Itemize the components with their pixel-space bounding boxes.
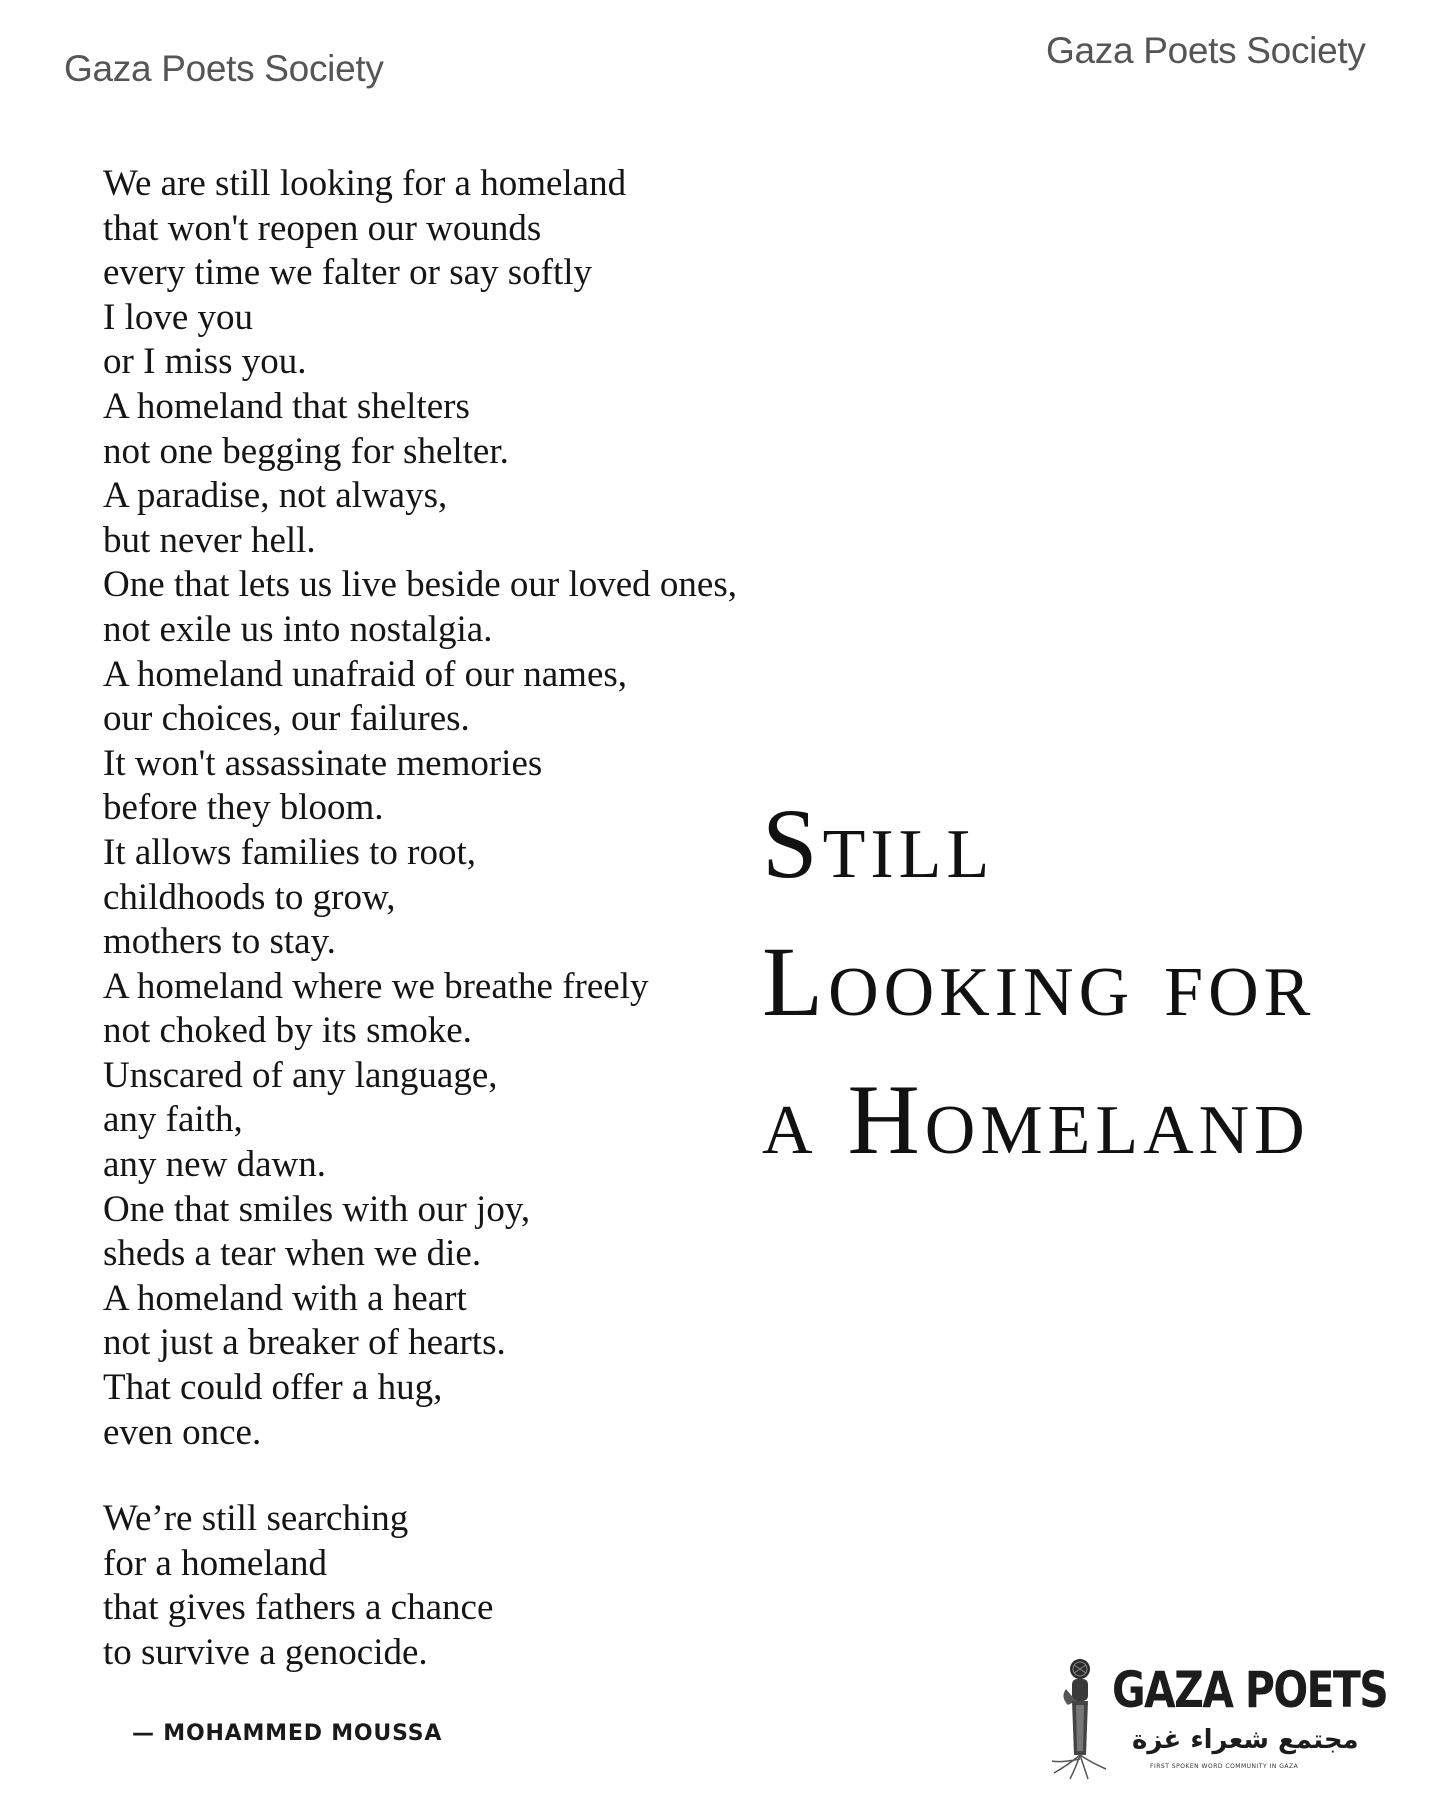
poem-line: or I miss you. bbox=[103, 341, 307, 383]
title-line-3: a Homeland bbox=[762, 1064, 1310, 1175]
poem-line: not one begging for shelter. bbox=[103, 430, 509, 472]
poem-line: any new dawn. bbox=[103, 1144, 326, 1186]
poem-line: not exile us into nostalgia. bbox=[103, 608, 493, 650]
poem-line: any faith, bbox=[103, 1099, 243, 1141]
poem-line: That could offer a hug, bbox=[103, 1367, 443, 1409]
poem-line: We are still looking for a homeland bbox=[103, 163, 627, 204]
title-line-2: Looking for bbox=[762, 926, 1316, 1037]
poem-line: mothers to stay. bbox=[103, 921, 336, 963]
poem-line: but never hell. bbox=[103, 519, 316, 561]
poem-line: sheds a tear when we die. bbox=[103, 1233, 482, 1275]
poem-line: that won't reopen our wounds bbox=[103, 207, 542, 249]
microphone-figure-icon bbox=[1050, 1655, 1110, 1785]
poem-line: even once. bbox=[103, 1411, 262, 1453]
logo-wordmark: GAZA POETS bbox=[1112, 1661, 1388, 1719]
poem-line: not choked by its smoke. bbox=[103, 1010, 472, 1052]
poem-line: It allows families to root, bbox=[103, 831, 477, 873]
poem-line: One that lets us live beside our loved ones, bbox=[103, 564, 738, 606]
poem-line: every time we falter or say softly bbox=[103, 252, 593, 294]
poem-line: Unscared of any language, bbox=[103, 1054, 498, 1096]
title-line-1: Still bbox=[762, 788, 995, 899]
poem-line: childhoods to grow, bbox=[103, 876, 396, 918]
poem-line: A homeland unafraid of our names, bbox=[103, 653, 628, 695]
poem-line: It won't assassinate memories bbox=[103, 742, 543, 784]
poem-stanza-1 bbox=[103, 162, 763, 1455]
logo-arabic-text: مجتمع شعراء غزة bbox=[1132, 1725, 1359, 1755]
society-name-top-left: Gaza Poets Society bbox=[64, 48, 384, 89]
society-name-top-right: Gaza Poets Society bbox=[1046, 30, 1366, 71]
poem-line: A paradise, not always, bbox=[103, 475, 448, 517]
poem-line: not just a breaker of hearts. bbox=[103, 1322, 506, 1364]
poem-line: A homeland with a heart bbox=[103, 1277, 467, 1319]
poem-line: One that smiles with our joy, bbox=[103, 1188, 531, 1230]
poem-title bbox=[762, 775, 1432, 1189]
logo-tagline: FIRST SPOKEN WORD COMMUNITY IN GAZA bbox=[1150, 1763, 1299, 1770]
poem-line: We’re still searching bbox=[103, 1498, 409, 1540]
author-credit: — MOHAMMED MOUSSA bbox=[132, 1721, 443, 1746]
poem-line: I love you bbox=[103, 296, 254, 338]
poem-line: that gives fathers a chance bbox=[103, 1587, 494, 1629]
poem-body bbox=[103, 162, 763, 1676]
poem-line: A homeland that shelters bbox=[103, 385, 470, 427]
poem-line: before they bloom. bbox=[103, 787, 384, 829]
gaza-poets-logo bbox=[1050, 1655, 1388, 1785]
poem-line: for a homeland bbox=[103, 1542, 327, 1584]
poem-line: to survive a genocide. bbox=[103, 1632, 428, 1673]
poem-line: our choices, our failures. bbox=[103, 698, 470, 740]
poem-line: A homeland where we breathe freely bbox=[103, 965, 649, 1007]
poem-stanza-2 bbox=[103, 1497, 763, 1675]
